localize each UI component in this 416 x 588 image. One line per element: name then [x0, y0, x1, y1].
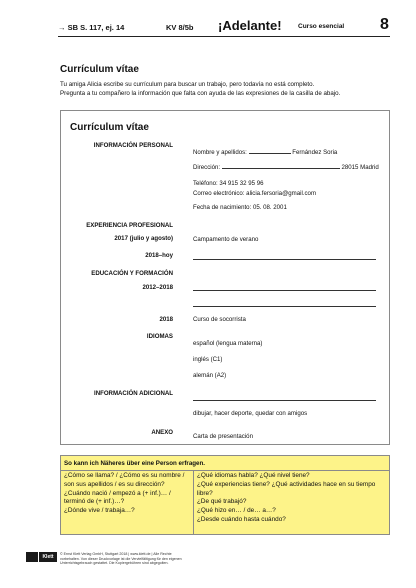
section-heading-experience: EXPERIENCIA PROFESIONAL	[86, 222, 173, 229]
address-blank[interactable]	[222, 168, 340, 169]
email: Correo electrónico: alicia.fersoria@gmail.com	[193, 190, 317, 197]
experience-value-1: Campamento de verano	[193, 236, 259, 243]
education-date-1: 2012–2018	[142, 284, 173, 291]
publisher-logo-mark	[26, 552, 38, 562]
additional-value: dibujar, hacer deporte, quedar con amigos	[193, 410, 308, 417]
experience-date-1: 2017 (julio y agosto)	[114, 235, 173, 242]
unit-number: 8	[380, 16, 389, 33]
phrase: ¿Qué idiomas habla? ¿Qué nivel tiene?	[197, 472, 310, 479]
worksheet-code: KV 8/5b	[166, 23, 194, 32]
address-label: Dirección:	[193, 164, 221, 171]
phrase: ¿Desde cuándo hasta cuándo?	[197, 515, 286, 523]
name-blank[interactable]	[249, 153, 291, 154]
experience-blank-2[interactable]	[193, 259, 376, 260]
phrase: ¿Cuándo nació / empezó a (+ inf.)… /	[64, 489, 171, 497]
phrase-list-right	[197, 472, 387, 525]
phrase: ¿De qué trabajó?	[197, 498, 247, 506]
language-item: español (lengua materna)	[193, 340, 263, 347]
experience-date-2: 2018–hoy	[145, 252, 173, 259]
header-divider	[58, 36, 390, 37]
phrase: ¿Qué hizo en… / de… a…?	[197, 507, 276, 515]
phrase: ¿Qué experiencias tiene? ¿Qué actividades hace en su tiempo	[197, 480, 376, 488]
textbook-reference: SB S. 117, ej. 14	[67, 23, 125, 32]
name-label: Nombre y apellidos:	[193, 149, 247, 156]
phrase: terminó de (+ inf.)…?	[64, 498, 125, 506]
phrase-box-title: So kann ich Näheres über eine Person erfragen.	[64, 460, 205, 467]
phrase: libre?	[197, 489, 213, 497]
additional-blank[interactable]	[193, 400, 376, 401]
arrow-icon: →	[58, 23, 66, 32]
phrase: ¿Dónde vive / trabaja…?	[64, 507, 135, 515]
section-heading-education: EDUCACIÓN Y FORMACIÓN	[91, 270, 173, 277]
birth-date: Fecha de nacimiento: 05. 08. 2001	[193, 204, 287, 211]
phrase: ¿Cómo se llama? / ¿Cómo es su nombre /	[64, 472, 185, 479]
education-blank-2[interactable]	[193, 306, 376, 307]
instruction-line: Pregunta a tu compañero la información que falta con ayuda de las expresiones de la casilla de abajo.	[60, 89, 341, 97]
copyright-line: © Ernst Klett Verlag GmbH, Stuttgart 2018 | www.klett.de | Alle Rechte	[60, 552, 172, 556]
education-value-2: Curso de socorrista	[193, 316, 246, 323]
section-heading-languages: IDIOMAS	[146, 333, 173, 340]
section-heading-personal: INFORMACIÓN PERSONAL	[93, 142, 173, 149]
education-date-2: 2018	[159, 316, 173, 323]
name-row	[193, 149, 337, 156]
copyright-line: Unterrichtsgebrauch gestattet. Die Kopiergebühren sind abgegolten.	[60, 561, 169, 566]
address-row	[193, 164, 379, 171]
phrase-list-left	[64, 472, 190, 516]
address-value: 28015 Madrid	[341, 164, 379, 171]
phrase-box-divider	[60, 470, 390, 471]
book-title: ¡Adelante!	[218, 18, 282, 33]
phone: Teléfono: 34 915 32 95 96	[193, 180, 264, 187]
annex-value: Carta de presentación	[193, 433, 253, 440]
section-heading-annex: ANEXO	[151, 429, 173, 436]
worksheet-reference	[58, 23, 124, 32]
copyright-notice	[60, 552, 210, 566]
phrase-box-column-divider	[193, 470, 194, 535]
phrase: son sus apellidos / es su dirección?	[64, 480, 165, 488]
language-item: alemán (A2)	[193, 372, 227, 379]
exercise-instructions	[60, 81, 400, 99]
cv-title: Currículum vítae	[70, 122, 149, 133]
surname-value: Fernández Soria	[292, 149, 338, 156]
education-blank-1[interactable]	[193, 290, 376, 291]
publisher-logo: Klett	[39, 552, 57, 562]
course-name: Curso esencial	[298, 23, 345, 30]
instruction-line: Tu amiga Alicia escribe su currículum para buscar un trabajo, pero todavía no está completo.	[60, 81, 315, 88]
language-item: inglés (C1)	[193, 356, 223, 363]
copyright-line: vorbehalten. Von dieser Druckvorlage ist die Vervielfältigung für den eigenen	[60, 556, 182, 561]
exercise-title: Currículum vítae	[60, 64, 139, 75]
section-heading-additional: INFORMACIÓN ADICIONAL	[94, 390, 173, 397]
